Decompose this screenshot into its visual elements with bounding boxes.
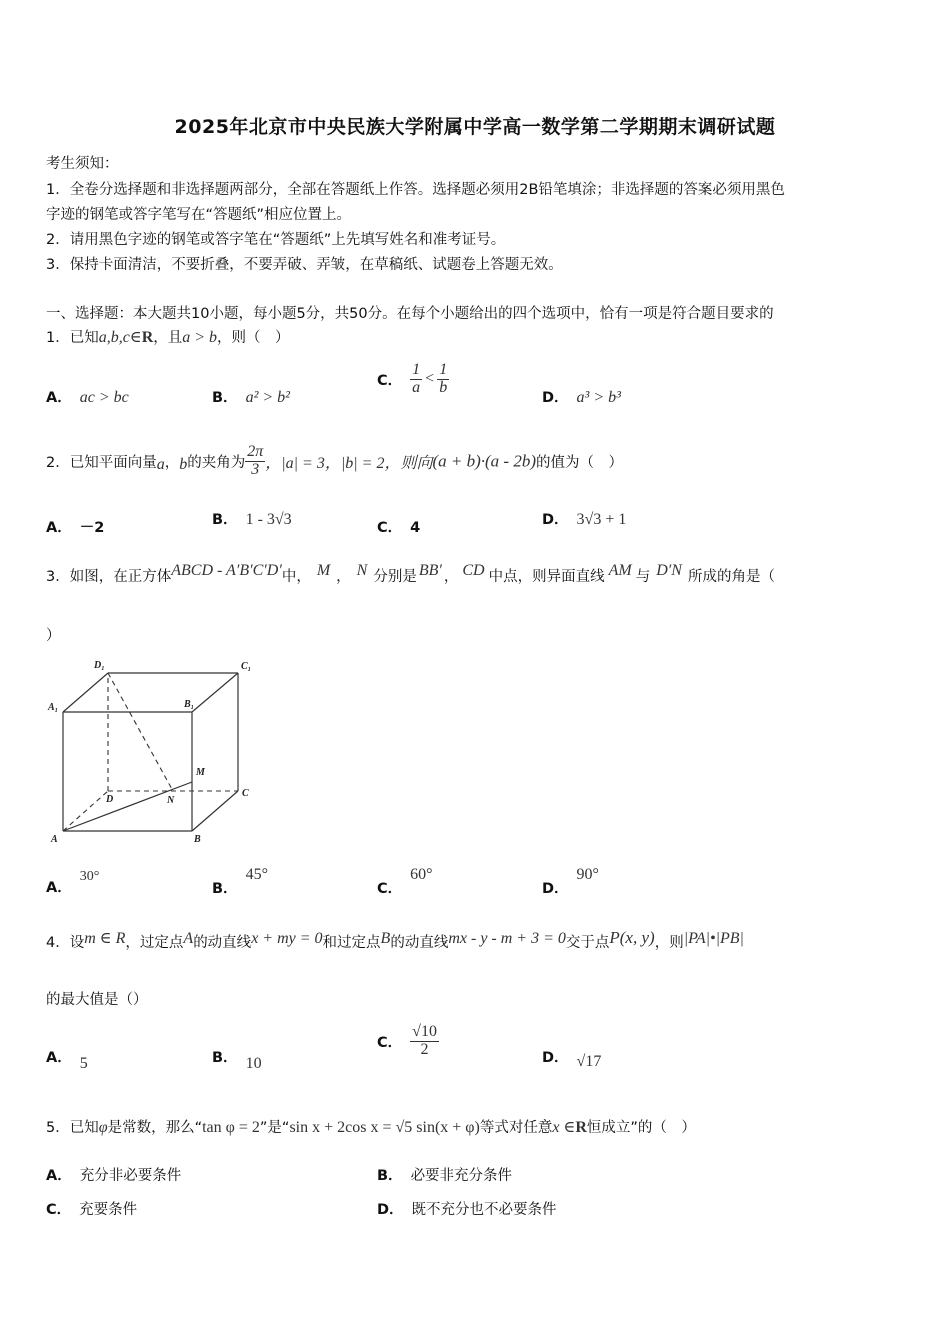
q1-option-d[interactable] [542, 386, 621, 407]
q2-option-b-text: 1 - 3√3 [245, 511, 292, 528]
q4-option-a[interactable] [46, 1046, 88, 1073]
q3-num: 3．如图，在正方体 [46, 569, 172, 585]
label-n: N [167, 795, 175, 806]
q3-cube: ABCD - A′B′C′D′ [171, 562, 282, 579]
q4-t2: 的动直线 [193, 935, 252, 951]
q2-num: 2．已知平面向量 [46, 454, 157, 471]
q5-phi: φ [98, 1119, 108, 1136]
notice-item-1a: 1．全卷分选择题和非选择题两部分，全部在答题纸上作答。选择题必须用2B铅笔填涂；非选择题的答案必须用黑色 [46, 182, 785, 198]
page-title: 2025年北京市中央民族大学附属中学高一数学第二学期期末调研试题 [174, 116, 776, 138]
q5-t2: ”是“ [259, 1120, 290, 1136]
q1-option-d-text: a³ > b³ [576, 389, 621, 406]
notice-item-3: 3．保持卡面清洁，不要折叠，不要弄破、弄皱，在草稿纸、试题卷上答题无效。 [46, 257, 563, 273]
label-b: B [194, 834, 201, 845]
q5-num: 5．已知 [46, 1120, 99, 1136]
q3-t4: ， [443, 569, 459, 585]
q2-option-c[interactable] [377, 516, 420, 537]
q3-t6: 与 [635, 569, 651, 585]
q4-num: 4．设 [46, 935, 85, 951]
q1-math-set: a,b,c∈ [98, 329, 142, 346]
label-c1: C₁ [241, 661, 252, 672]
q5-option-b-label: B． [377, 1168, 403, 1184]
q4-stem-end: 的最大值是（） [46, 992, 148, 1008]
label-b1: B₁ [184, 699, 195, 710]
q2-vec-a: a [156, 456, 165, 474]
q3-option-b-label: B． [212, 881, 238, 897]
q2-option-d[interactable] [542, 508, 626, 529]
q4-point-a: A [183, 930, 194, 947]
q3-option-c-label: C． [377, 881, 403, 897]
q1-set-r: R [141, 329, 154, 346]
label-d: D [106, 794, 114, 805]
q5-option-c[interactable] [46, 1198, 137, 1219]
q4-option-b-text: 10 [245, 1055, 262, 1072]
edge-a-d [63, 791, 108, 831]
q5-option-c-label: C． [46, 1202, 72, 1218]
edge-a1-d1 [63, 673, 108, 712]
q3-option-a-label: A． [46, 880, 72, 896]
q5-option-a-text: 充分非必要条件 [79, 1168, 182, 1184]
q4-option-d-label: D． [542, 1050, 569, 1066]
q4-t5: 交于点 [565, 935, 610, 951]
q2-angle-frac: $\frac{2\pi}{3}$ [247, 443, 264, 478]
q4-option-a-label: A． [46, 1050, 72, 1066]
q4-option-b-label: B． [212, 1050, 238, 1066]
q2-expression: (a + b)·(a - 2b) [432, 451, 536, 471]
q4-option-d[interactable] [542, 1046, 601, 1071]
question-2-stem [46, 444, 623, 479]
label-m: M [196, 767, 205, 778]
q3-option-a-text: 30° [79, 869, 100, 884]
q3-option-b[interactable] [212, 866, 268, 898]
q2-option-a[interactable] [46, 516, 104, 537]
q5-option-d-label: D． [377, 1202, 404, 1218]
q3-option-a[interactable] [46, 868, 99, 897]
q5-option-a[interactable] [46, 1164, 181, 1185]
notice-item-1b: 字迹的钢笔或答字笔写在“答题纸”相应位置上。 [46, 207, 352, 223]
q4-line2: mx - y - m + 3 = 0 [448, 930, 566, 947]
q5-t3: 等式对任意 [479, 1120, 553, 1136]
question-4-stem [46, 928, 744, 952]
question-3-stem [46, 562, 775, 586]
q2-option-c-text: 4 [410, 520, 421, 536]
q4-point-p: P(x, y) [609, 928, 655, 947]
q3-option-b-text: 45° [245, 866, 268, 883]
q2-option-b-label: B． [212, 512, 238, 528]
notice-heading: 考生须知： [46, 156, 119, 172]
q2-option-c-label: C． [377, 520, 403, 536]
notice-item-2: 2．请用黑色字迹的钢笔或答字笔在“答题纸”上先填写姓名和准考证号。 [46, 232, 506, 248]
q5-x: x ∈ [552, 1119, 576, 1136]
q5-option-b-text: 必要非充分条件 [410, 1168, 513, 1184]
q5-set-r: R [575, 1119, 587, 1136]
q3-point-m: M [316, 562, 331, 579]
q1-option-c-frac1: $\frac{1}{a}$ [412, 361, 421, 396]
q3-point-n: N [356, 562, 368, 579]
line-a-m [63, 782, 192, 831]
q4-t1: ，过定点 [125, 935, 184, 951]
q1-num: 1．已知 [46, 330, 99, 346]
edge-c-b [192, 791, 238, 831]
q5-condition: tan φ = 2 [202, 1119, 260, 1136]
q5-t4: 恒成立”的（ ） [586, 1120, 696, 1136]
q1-option-c-frac2: $\frac{1}{b}$ [439, 361, 448, 396]
q1-condition: a > b [182, 329, 218, 346]
cube-figure [40, 652, 270, 852]
q1-option-a[interactable] [46, 386, 129, 407]
q2-option-a-label: A． [46, 520, 72, 536]
q5-option-b[interactable] [377, 1164, 512, 1185]
q3-t3: 分别是 [373, 569, 417, 585]
q5-option-c-text: 充要条件 [79, 1202, 138, 1218]
q1-option-b-text: a² > b² [245, 389, 290, 406]
q2-option-d-label: D． [542, 512, 569, 528]
q3-edge-cd: CD [462, 562, 485, 579]
q4-t4: 的动直线 [390, 935, 449, 951]
q5-option-a-label: A． [46, 1168, 72, 1184]
q5-option-d-text: 既不充分也不必要条件 [411, 1202, 557, 1218]
q2-option-a-text: －2 [79, 520, 105, 536]
line-d1-n [108, 673, 173, 791]
q2-option-d-text: 3√3 + 1 [576, 511, 627, 528]
q3-option-d-text: 90° [576, 866, 599, 883]
q4-option-a-text: 5 [79, 1055, 88, 1072]
q4-option-c-frac: $\frac{√10}{2}$ [412, 1023, 437, 1058]
q4-option-c-label: C． [377, 1034, 403, 1051]
q1-mid: ，且 [153, 330, 183, 346]
q1-option-c-lt: < [425, 370, 435, 388]
q5-equation: sin x + 2cos x = √5 sin(x + φ) [289, 1119, 480, 1136]
q2-vec-b: b [179, 456, 188, 474]
q1-option-a-text: ac > bc [79, 389, 129, 406]
label-d1: D₁ [94, 660, 105, 671]
q3-t1: 中， [281, 569, 311, 585]
q5-t1: 是常数，那么“ [107, 1120, 203, 1136]
q1-end: ，则（ ） [217, 330, 290, 346]
q4-m-in-r: m ∈ R [84, 930, 126, 947]
q3-line-am: AM [608, 562, 632, 579]
q3-t7: 所成的角是（ [687, 569, 775, 585]
label-c: C [242, 788, 249, 799]
q4-option-c[interactable] [377, 1024, 439, 1059]
q4-t6: ，则 [654, 935, 684, 951]
q1-option-b-label: B． [212, 390, 238, 406]
q3-option-d[interactable] [542, 866, 599, 898]
q2-angle-text: 的夹角为 [187, 454, 246, 471]
q3-option-d-label: D． [542, 881, 569, 897]
q1-option-b[interactable] [212, 386, 290, 407]
q1-option-d-label: D． [542, 390, 569, 406]
q2-sep: ， [164, 454, 180, 471]
q4-product: |PA|•|PB| [683, 930, 744, 947]
q2-option-b[interactable] [212, 508, 292, 529]
q3-line-dn: D′N [656, 562, 682, 579]
section-heading: 一、选择题：本大题共10小题，每小题5分，共50分。在每个小题给出的四个选项中，恰有一项是符合题目要求的 [46, 306, 774, 322]
q4-option-b[interactable] [212, 1046, 262, 1073]
q4-option-d-text: √17 [576, 1053, 602, 1070]
q3-stem-end: ） [46, 628, 61, 644]
q2-conditions: ，|a| = 3，|b| = 2，则向 [265, 454, 433, 472]
q4-line1: x + my = 0 [251, 930, 323, 947]
q1-option-c-label: C． [377, 372, 403, 389]
question-5-stem [46, 1116, 696, 1137]
q3-edge-bb: BB′ [418, 562, 442, 579]
q1-option-a-label: A． [46, 390, 72, 406]
q4-point-b: B [380, 930, 391, 947]
label-a1: A₁ [48, 702, 59, 713]
q4-t3: 和过定点 [322, 935, 381, 951]
q2-end: 的值为（ ） [535, 454, 623, 471]
q1-option-c[interactable] [377, 362, 449, 397]
q3-t2: ， [336, 569, 351, 585]
edge-c1-b1 [192, 673, 238, 712]
q3-option-c[interactable] [377, 866, 433, 898]
label-a: A [51, 834, 58, 845]
q3-option-c-text: 60° [410, 866, 433, 883]
question-1-stem [46, 326, 290, 347]
q3-t5: 中点，则异面直线 [488, 569, 605, 585]
q5-option-d[interactable] [377, 1198, 557, 1219]
